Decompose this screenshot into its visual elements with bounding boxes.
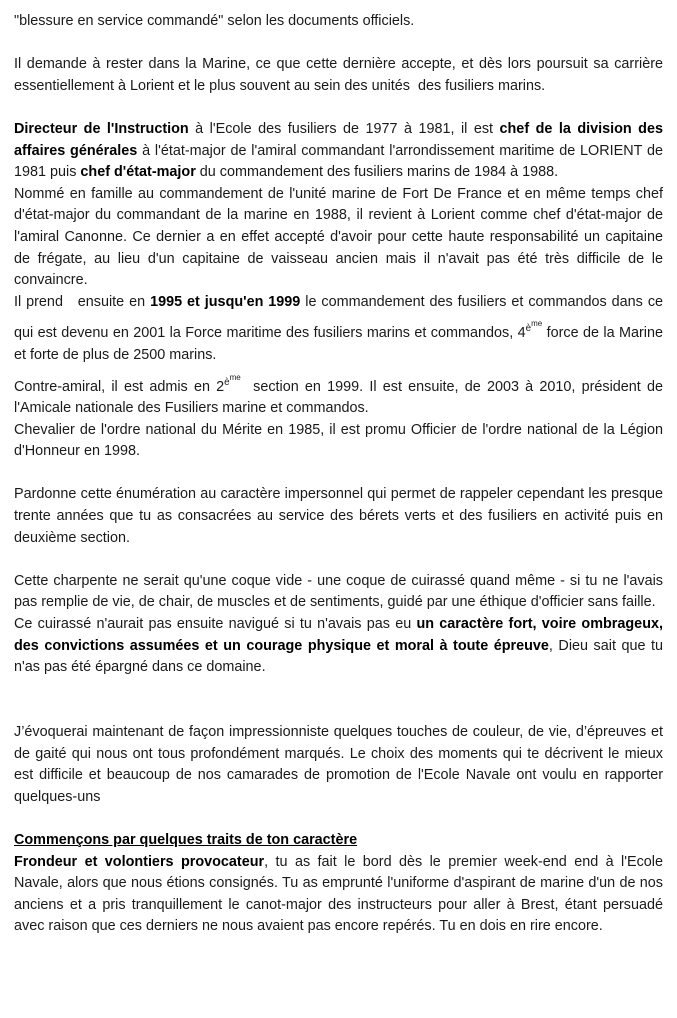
text-run: chef de la division des affaires générales	[14, 120, 667, 159]
text-run: Cette charpente ne serait qu'une coque vide - une coque de cuirassé quand même - si tu ne l'avais pas remplie de vie, de chair, de muscles et de sentiments, guidé par une éthique d'officier sans faille.	[14, 572, 667, 611]
text-run: Frondeur et volontiers provocateur	[14, 853, 265, 870]
text-run: "blessure en service commandé" selon les documents officiels.	[14, 13, 415, 29]
blank-line	[14, 33, 663, 55]
paragraph	[14, 852, 667, 938]
text-run: , Dieu sait que tu n'as pas été épargné dans ce domaine.	[14, 637, 667, 676]
text-run: Pardonne cette énumération au caractère impersonnel qui permet de rappeler cependant les presque trente années que tu as consacrées au service des bérets verts et des fusiliers en activité puis en deuxième section.	[14, 486, 667, 546]
paragraph	[14, 11, 663, 33]
paragraph	[14, 571, 667, 614]
paragraph	[14, 420, 667, 463]
paragraph	[14, 119, 667, 184]
paragraph	[14, 367, 667, 420]
text-run: me	[229, 372, 241, 382]
text-run: section en 1999. Il est ensuite, de 2003 à 2010, président de l'Amicale nationale des Fusiliers marine et commandos.	[14, 378, 667, 417]
text-run: Il demande à rester dans la Marine, ce que cette dernière accepte, et dès lors poursuit sa carrière essentiellement à Lorient et le plus souvent au sein des unités des fusiliers marins.	[14, 56, 667, 94]
blank-line	[14, 679, 663, 701]
blank-line	[14, 97, 663, 119]
text-run: le commandement des fusiliers et commandos dans ce qui est devenu en 2001 la Force maritime des fusiliers marins et commandos, 4	[14, 293, 668, 342]
section-heading	[14, 830, 663, 852]
document-body	[14, 11, 668, 938]
blank-line	[14, 463, 663, 485]
text-run: Chevalier de l'ordre national du Mérite en 1985, il est promu Officier de l'ordre national de la Légion d'Honneur en 1998.	[14, 421, 667, 460]
paragraph	[14, 614, 667, 679]
blank-line	[14, 808, 663, 830]
text-run: Ce cuirassé n'aurait pas ensuite navigué si tu n'avais pas eu	[14, 616, 417, 633]
paragraph	[14, 292, 668, 367]
text-run: 1995 et jusqu'en 1999	[150, 293, 301, 310]
text-run: Contre-amiral, il est admis en 2	[14, 378, 225, 395]
text-run: J’évoquerai maintenant de façon impressionniste quelques touches de couleur, de vie, d’épreuves et de gaité qui nous ont tous profondément marqués. Le choix des moments qui te décrivent le mieux est difficile et beaucoup de nos camarades de promotion de l'Ecole Navale ont voulu en rapporter quelques-uns	[14, 724, 667, 805]
text-run: Directeur de l'Instruction	[14, 120, 189, 137]
paragraph	[14, 184, 667, 292]
text-run: un caractère fort, voire ombrageux, des convictions assumées et un courage physique et moral à toute épreuve	[14, 616, 667, 654]
text-run: force de la Marine et forte de plus de 2500 marins.	[14, 325, 667, 363]
text-run: à l'état-major de l'amiral commandant l'arrondissement maritime de LORIENT de 1981 puis	[14, 142, 667, 181]
blank-line	[14, 700, 663, 722]
blank-line	[14, 549, 663, 571]
text-run: Nommé en famille au commandement de l'unité marine de Fort De France et en même temps chef d'état-major du commandant de la marine en 1988, il revient à Lorient comme chef d'état-major de l'amiral Canonne. Ce dernier a en effet accepté d'avoir pour cette haute responsabilité un capitaine de frégate, au lieu d'un capitaine de vaisseau ancien mais il n'avait pas été très difficile de le convaincre.	[14, 185, 667, 289]
paragraph	[14, 54, 667, 97]
text-run: , tu as fait le bord dès le premier week-end end à l'Ecole Navale, alors que nous étions consignés. Tu as emprunté l'uniforme d'aspirant de marine d'un de nos anciens et a pris tranquillement le canot-major des instructeurs pour aller à Brest, étant persuadé avec raison que ces derniers ne nous avaient pas encore repérés. Tu en dois en rire encore.	[14, 853, 667, 935]
text-run: du commandement des fusiliers marins de 1984 à 1988.	[195, 164, 559, 181]
text-run: chef d'état-major	[80, 164, 196, 181]
text-run: è	[525, 323, 532, 335]
text-run: Il prend ensuite en	[14, 293, 151, 310]
text-run: à l'Ecole des fusiliers de 1977 à 1981, il est	[188, 120, 500, 137]
text-run: me	[531, 319, 543, 329]
paragraph	[14, 722, 667, 808]
text-run: è	[224, 376, 230, 388]
text-run: Commençons par quelques traits de ton caractère	[14, 831, 358, 848]
paragraph	[14, 484, 667, 549]
